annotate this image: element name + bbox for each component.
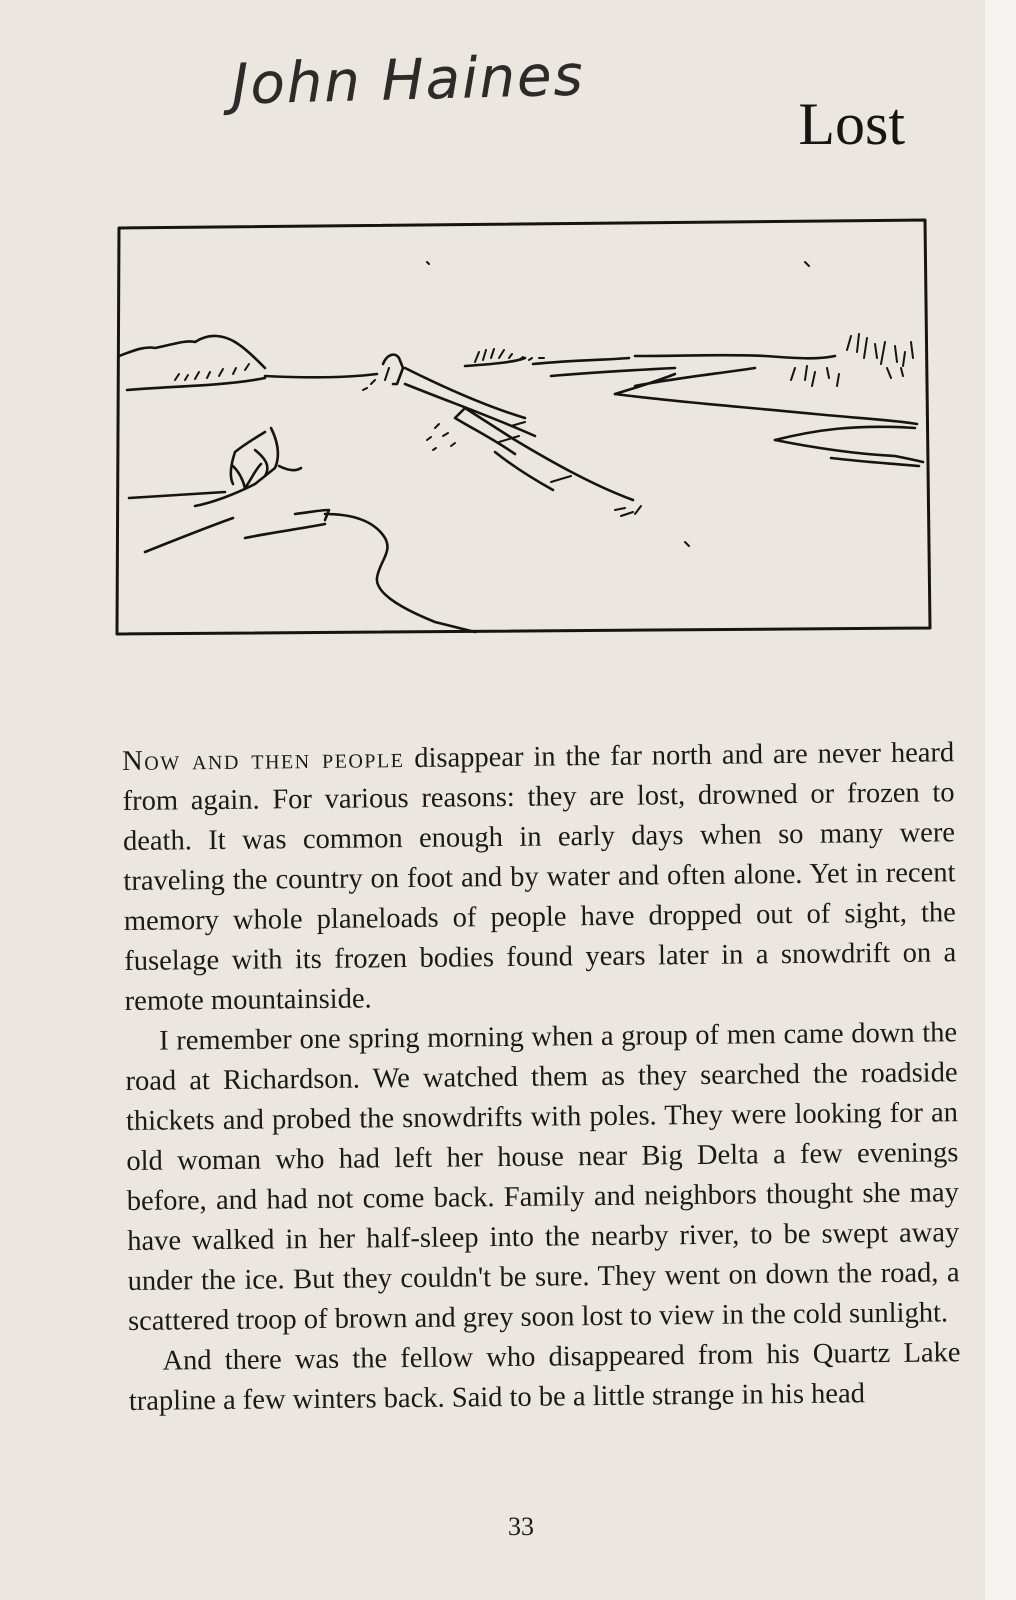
paragraph-1-rest: disappear in the far north and are never heard from again. For various reasons: they are lost, drowned or frozen to death. It was common enough in early days when so many were traveling the country on foot and by water and often alone. Yet in recent memory whole planeloads of people have dropped out of sight, the fuselage with its frozen bodies found years later in a snowdrift on a remote mountainside. — [122, 737, 957, 1017]
body-text — [122, 733, 961, 1422]
handwritten-author-note: John Haines — [231, 43, 586, 118]
winter-landscape-illustration — [115, 218, 951, 650]
page-number: 33 — [508, 1512, 534, 1541]
page-title: Lost — [798, 91, 905, 157]
scan-background-edge — [985, 0, 1016, 1600]
illustration-frame — [117, 220, 930, 634]
paragraph-1 — [122, 733, 957, 1022]
paragraph-3: And there was the fellow who disappeared from his Quartz Lake trapline a few winters back. Said to be a little strange in his head — [128, 1337, 961, 1417]
lead-in-smallcaps: Now and then people — [122, 743, 405, 777]
paragraph-2: I remember one spring morning when a group of men came down the road at Richardson. We watched them as they searched the roadside thickets and probed the snowdrifts with poles. They were looking for an old woman who had left her house near Big Delta a few evenings before, and had not come back. Family and neighbors thought she may have walked in her half-sleep into the nearby river, to be swept away under the ice. But they couldn't be sure. They went on down the road, a scattered troop of brown and grey soon lost to view in the cold sunlight. — [125, 1017, 960, 1337]
